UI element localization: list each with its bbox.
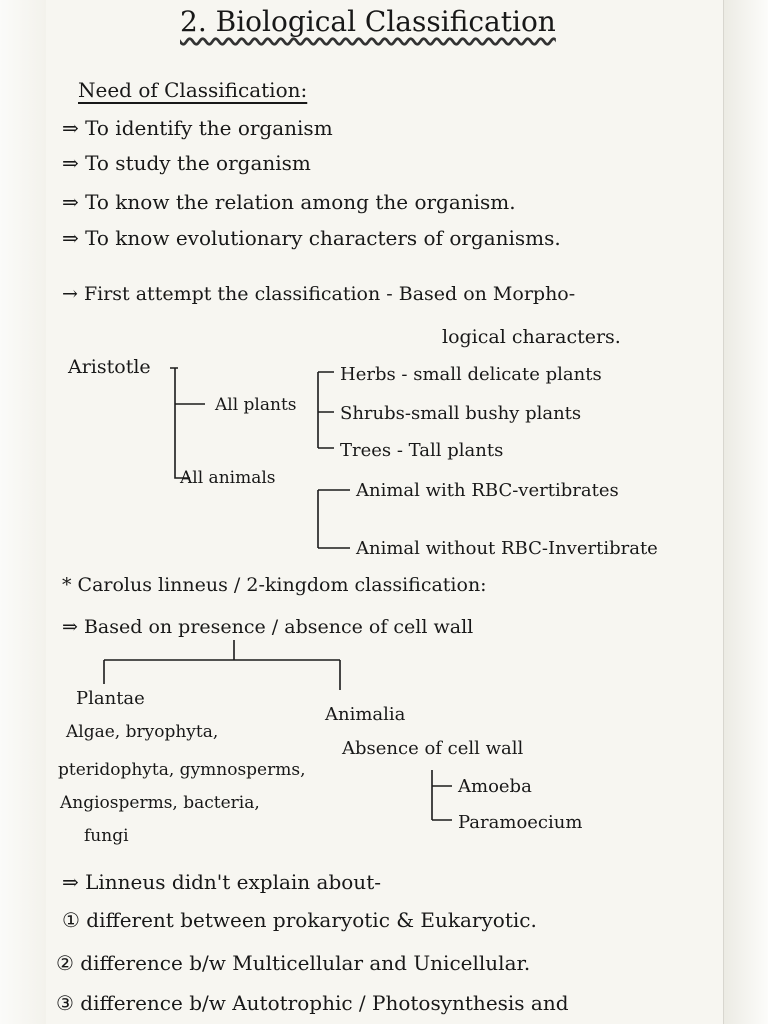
animalia-desc: Absence of cell wall <box>342 738 524 759</box>
aristotle-label: Aristotle <box>68 356 151 378</box>
not-explained-item: ② difference b/w Multicellular and Unicellular. <box>56 951 531 975</box>
trees-label: Trees - Tall plants <box>340 440 504 461</box>
linnaeus-basis: ⇒ Based on presence / absence of cell wall <box>62 616 474 638</box>
with-rbc-label: Animal with RBC-vertibrates <box>356 480 619 501</box>
plantae-label: Plantae <box>76 688 145 709</box>
not-explained-heading: ⇒ Linneus didn't explain about- <box>62 870 381 894</box>
animalia-label: Animalia <box>325 704 406 725</box>
herbs-label: Herbs - small delicate plants <box>340 364 602 385</box>
without-rbc-label: Animal without RBC-Invertibrate <box>356 538 658 559</box>
need-heading: Need of Classification: <box>78 78 308 102</box>
plantae-member: pteridophyta, gymnosperms, <box>58 760 306 780</box>
shrubs-label: Shrubs-small bushy plants <box>340 403 582 424</box>
need-point: ⇒ To know the relation among the organism. <box>62 190 516 214</box>
all-animals-label: All animals <box>180 468 276 488</box>
not-explained-item: ① different between prokaryotic & Eukaryotic. <box>62 908 537 932</box>
plantae-member: fungi <box>84 826 129 846</box>
animalia-examples-bracket <box>432 770 452 820</box>
not-explained-item: ③ difference b/w Autotrophic / Photosynthesis and <box>56 991 569 1015</box>
plants-bracket <box>318 372 334 448</box>
animals-bracket <box>318 490 350 548</box>
first-attempt-line: → First attempt the classification - Based on Morpho- <box>62 283 576 305</box>
linnaeus-tree <box>104 640 340 690</box>
paramoecium-label: Paramoecium <box>458 812 583 833</box>
page-title: 2. Biological Classification <box>180 5 556 38</box>
amoeba-label: Amoeba <box>458 776 532 797</box>
all-plants-label: All plants <box>215 395 297 415</box>
first-attempt-line: logical characters. <box>442 326 621 348</box>
need-point: ⇒ To identify the organism <box>62 116 333 140</box>
need-point: ⇒ To know evolutionary characters of organisms. <box>62 226 561 250</box>
linnaeus-heading: * Carolus linneus / 2-kingdom classification: <box>62 574 487 596</box>
need-point: ⇒ To study the organism <box>62 151 311 175</box>
aristotle-bracket <box>170 368 190 478</box>
plantae-member: Angiosperms, bacteria, <box>60 793 260 813</box>
plantae-member: Algae, bryophyta, <box>66 722 219 742</box>
